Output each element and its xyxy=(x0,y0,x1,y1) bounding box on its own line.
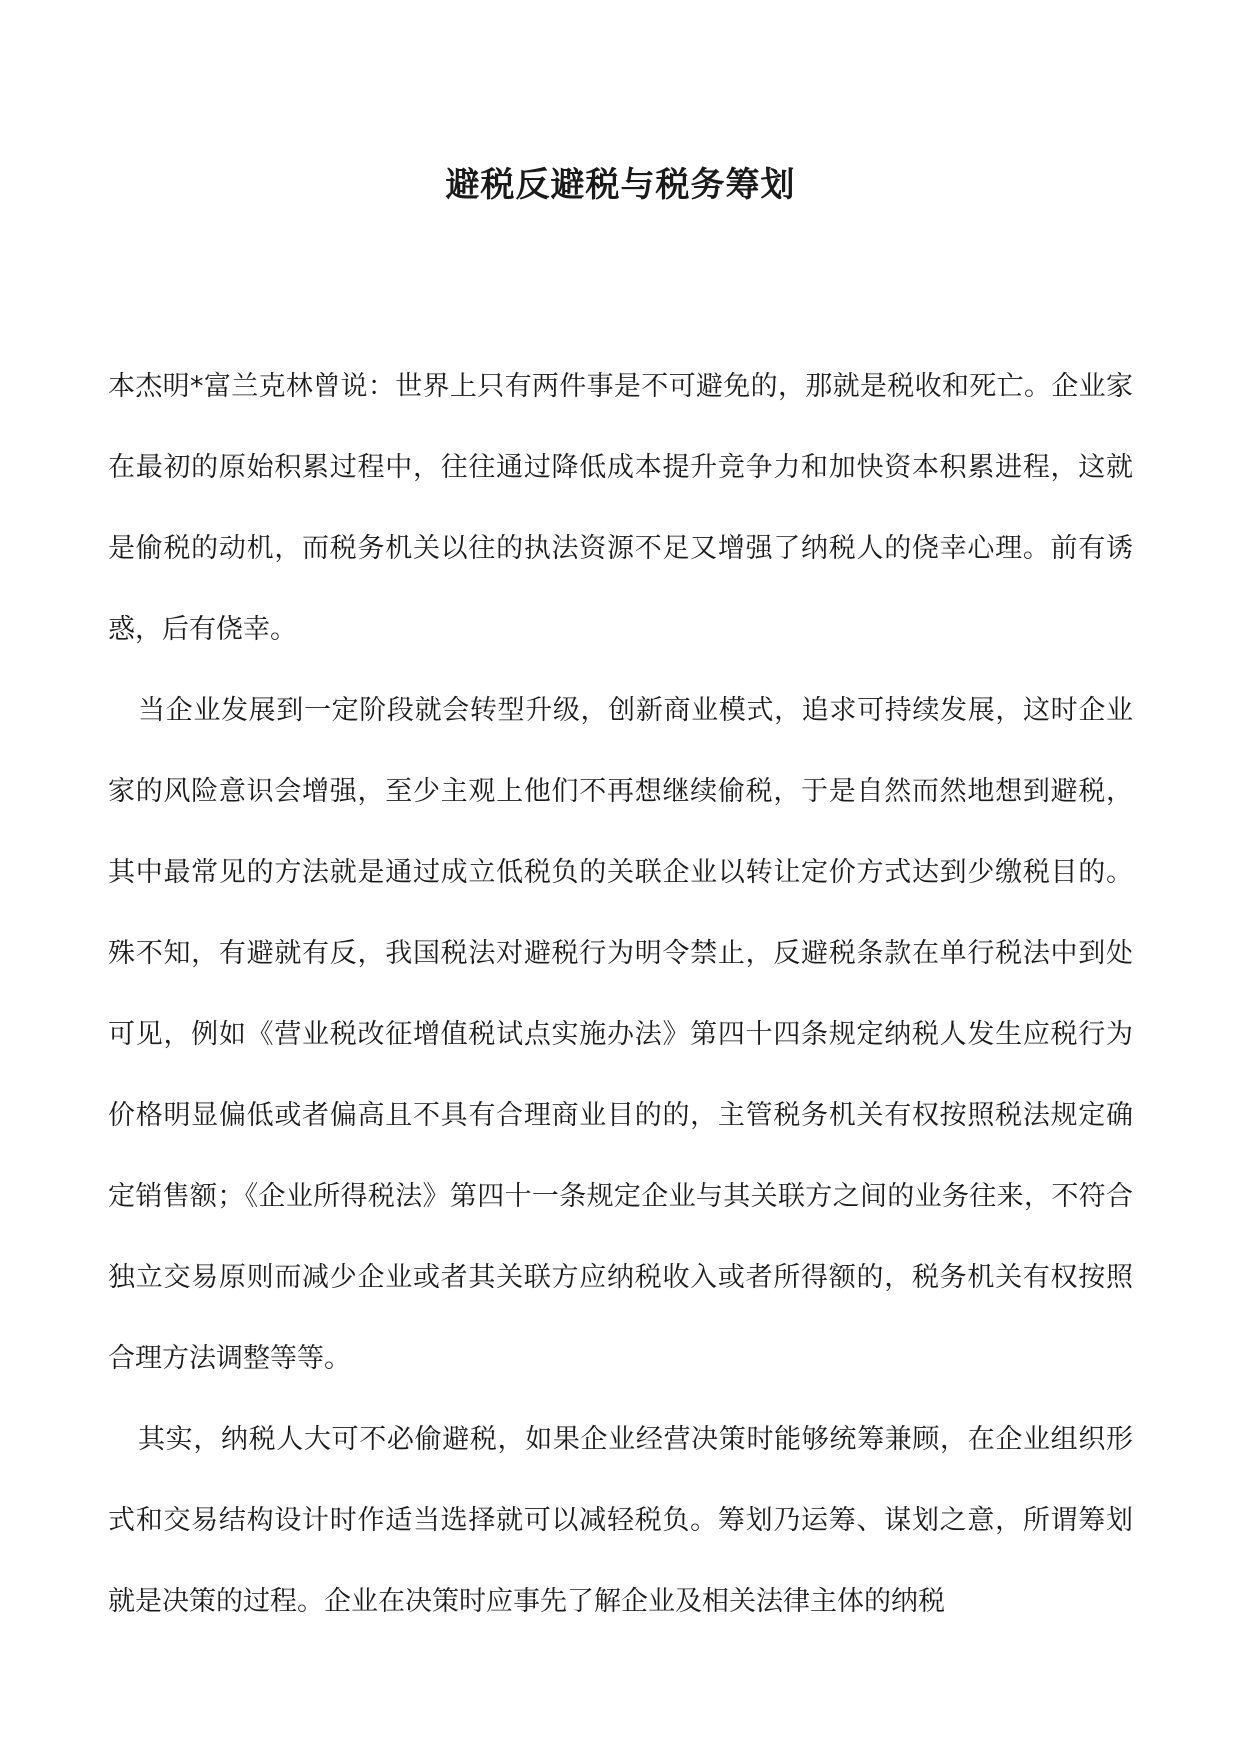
paragraph-2: 当企业发展到一定阶段就会转型升级，创新商业模式，追求可持续发展，这时企业家的风险意识会增强，至少主观上他们不再想继续偷税，于是自然而然地想到避税，其中最常见的方法就是通过成立低税负的关联企业以转让定价方式达到少缴税目的。殊不知，有避就有反，我国税法对避税行为明令禁止，反避税条款在单行税法中到处可见，例如《营业税改征增值税试点实施办法》第四十四条规定纳税人发生应税行为价格明显偏低或者偏高且不具有合理商业目的的，主管税务机关有权按照税法规定确定销售额；《企业所得税法》第四十一条规定企业与其关联方之间的业务往来，不符合独立交易原则而减少企业或者其关联方应纳税收入或者所得额的，税务机关有权按照合理方法调整等等。 xyxy=(108,695,1133,1374)
document-title: 避税反避税与税务筹划 xyxy=(445,165,796,205)
document-body xyxy=(108,346,1133,1642)
paragraph-3: 其实，纳税人大可不必偷避税，如果企业经营决策时能够统筹兼顾，在企业组织形式和交易结构设计时作适当选择就可以减轻税负。筹划乃运筹、谋划之意，所谓筹划就是决策的过程。企业在决策时应事先了解企业及相关法律主体的纳税 xyxy=(108,1424,1133,1617)
paragraph-1: 本杰明*富兰克林曾说：世界上只有两件事是不可避免的，那就是税收和死亡。企业家在最初的原始积累过程中，往往通过降低成本提升竞争力和加快资本积累进程，这就是偷税的动机，而税务机关以往的执法资源不足又增强了纳税人的侥幸心理。前有诱惑，后有侥幸。 xyxy=(108,371,1133,645)
